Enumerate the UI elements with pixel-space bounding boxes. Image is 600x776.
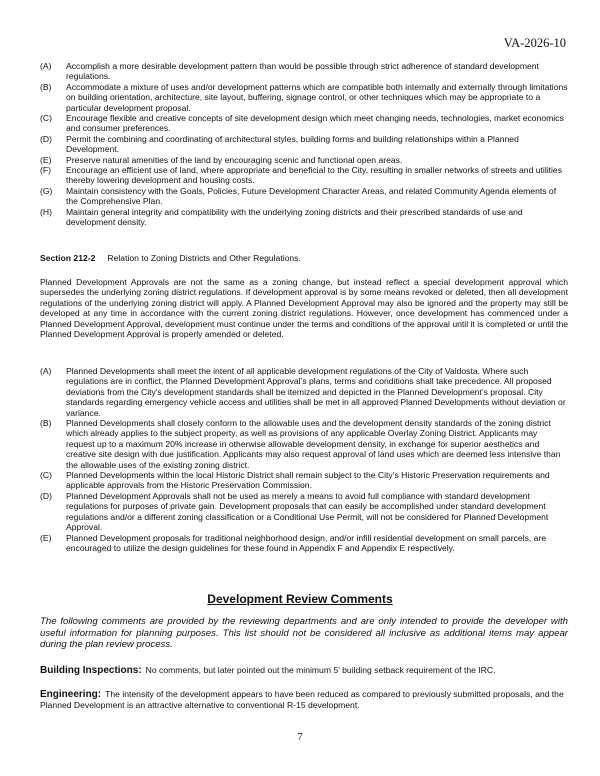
item-label: (A) — [40, 366, 52, 376]
list-item — [40, 418, 568, 470]
item-label: (A) — [40, 61, 52, 71]
item-label: (B) — [40, 418, 52, 429]
review-title: Development Review Comments — [207, 592, 393, 606]
item-text: Maintain consistency with the Goals, Policies, Future Development Character Areas, and related Community Agenda elements of the Comprehensive Plan. — [66, 185, 557, 207]
item-label: (H) — [40, 206, 52, 217]
list-item — [40, 82, 568, 113]
section-title: Relation to Zoning Districts and Other Regulations. — [107, 253, 301, 263]
item-text: Planned Development Approvals shall not be used as merely a means to avoid full compliance with standard development regulations for purposes of private gain. Development proposals that can easily be accomplished under standard development regulations and/or a different zoning classification or a Conditional Use Permit, will not be considered for Planned Development Approval. — [66, 490, 549, 533]
item-text: Accommodate a mixture of uses and/or development patterns which are compatible both internally and externally through limitations on building orientation, architecture, site layout, buffering, signage control, or other techniques which may be appropriate to a particular development proposal. — [66, 81, 568, 113]
section-number: Section 212-2 — [40, 253, 96, 263]
list-item — [40, 186, 568, 207]
comment-engineering — [40, 689, 568, 711]
list-item — [40, 207, 568, 228]
item-label: (C) — [40, 470, 52, 481]
item-text: Encourage flexible and creative concepts of site development design which meet changing needs, technologies, market economics and consumer preferences. — [66, 113, 564, 134]
list-item — [40, 533, 568, 554]
comment-building-inspections — [40, 665, 568, 676]
item-text: Encourage an efficient use of land, where appropriate and beneficial to the City, resulting in smaller networks of streets and utilities thereby lowering development and housing costs. — [66, 165, 563, 186]
item-label: (E) — [40, 532, 52, 543]
item-text: Planned Developments shall closely conform to the allowable uses and the development density standards of the zoning district which already applies to the subject property, as well as provisions of any applicable Overlay Zoning District. Applicants may request up to a maximum 20% increase in otherwise allowable development density, in exchange for superior aesthetics and creative site design with due justification. Applicants may also request approval of land uses which are deemed less intensive than the allowable uses of the existing zoning district. — [66, 418, 561, 470]
item-text: Planned Developments within the local Historic District shall remain subject to the City’s Historic Preservation requirements and applicable approvals from the Historic Preservation Commission. — [66, 470, 550, 491]
list-item — [40, 61, 568, 82]
comment-text: The intensity of the development appears to have been reduced as compared to previously submitted proposals, and the Planned Development is an attractive alternative to conventional R-15 development. — [40, 689, 564, 711]
comment-heading: Building Inspections: — [40, 665, 142, 676]
page-number: 7 — [297, 731, 303, 743]
purpose-list — [40, 61, 568, 228]
item-text: Planned Developments shall meet the intent of all applicable development regulations of the City of Valdosta. Where such regulations are in conflict, the Planned Development Approval’s plans, terms and conditions shall take precedence. All proposed deviations from the City's development standards shall be itemized and depicted in the Planned Development’s proposal. City standards regarding emergency vehicle access and utilities shall be met in all approved Planned Developments without deviation or variance. — [66, 366, 566, 418]
list-item — [40, 491, 568, 533]
list-item — [40, 366, 568, 418]
list-item — [40, 155, 568, 165]
list-item — [40, 165, 568, 186]
item-label: (D) — [40, 490, 52, 501]
item-text: Maintain general integrity and compatibility with the underlying zoning districts and their prescribed standards of use and development density. — [66, 206, 523, 228]
list-item — [40, 113, 568, 134]
item-label: (D) — [40, 133, 52, 144]
body-paragraph: Planned Development Approvals are not the same as a zoning change, but instead reflect a special development approval which supersedes the underlying zoning district regulations. If development approval is by some means revoked or deleted, then all development regulations of the underlying zoning district will apply. A Planned Development Approval may also be ignored and the property may still be developed at any time in accordance with the current zoning district regulations. However, once development has commenced under a Planned Development Approval, development must continue under the terms and conditions of the approval until it is completed or until the Planned Development Approval is properly amended or deleted. — [40, 277, 568, 340]
item-text: Planned Development proposals for traditional neighborhood design, and/or infill residential development on small parcels, are encouraged to utilize the design guidelines for these found in Appendix F and Appendix E respectively. — [66, 532, 547, 553]
item-label: (E) — [40, 154, 52, 165]
item-text: Preserve natural amenities of the land by encouraging scenic and functional open areas. — [66, 154, 403, 165]
item-text: Permit the combining and coordinating of architectural styles, building forms and building relationships within a Planned Development. — [66, 133, 519, 155]
regulations-list — [40, 366, 568, 553]
item-label: (B) — [40, 81, 52, 92]
document-id: VA-2026-10 — [503, 36, 566, 50]
review-intro: The following comments are provided by the reviewing departments and are only intended to provide the developer with useful information for planning purposes. This list should not be considered all inclusive as additional items may appear during the plan review process. — [40, 616, 568, 651]
section-heading — [40, 253, 301, 263]
item-label: (F) — [40, 165, 51, 176]
item-text: Accomplish a more desirable development pattern than would be possible through strict adherence of standard development regulations. — [66, 61, 539, 82]
list-item — [40, 470, 568, 491]
item-label: (G) — [40, 185, 53, 196]
comment-text: No comments, but later pointed out the minimum 5’ building setback requirement of the IRC. — [145, 665, 496, 675]
item-label: (C) — [40, 113, 52, 124]
list-item — [40, 134, 568, 155]
comment-heading: Engineering: — [40, 689, 102, 700]
